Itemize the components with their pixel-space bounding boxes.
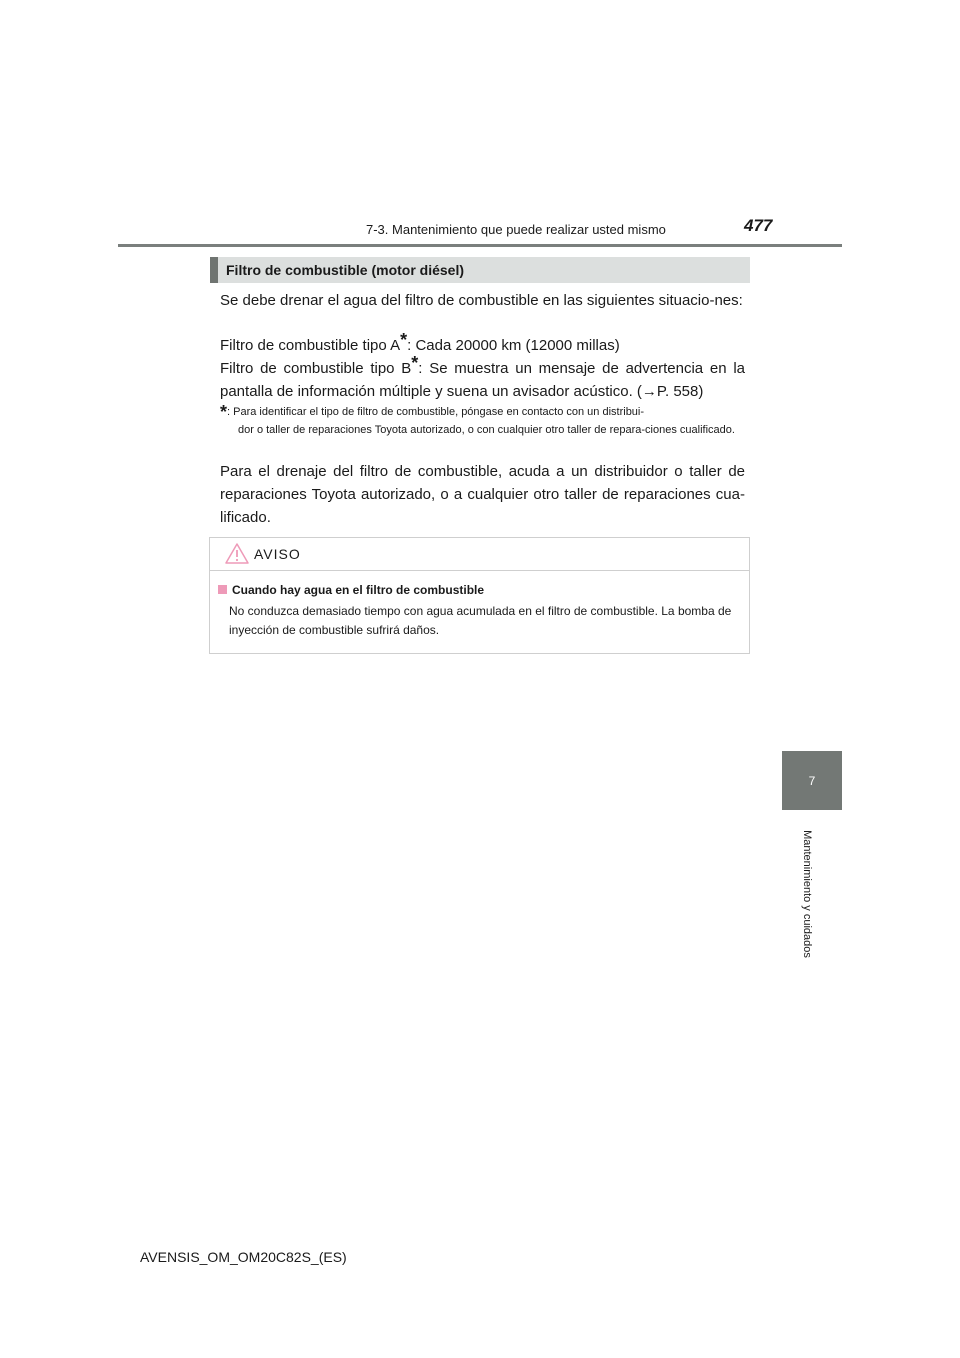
filter-a-interval: : Cada 20000 km (12000 millas) <box>407 337 620 354</box>
filter-b-label: Filtro de combustible tipo B <box>220 360 412 377</box>
footnote-asterisk: * <box>220 402 228 422</box>
header-section-title: 7-3. Mantenimiento que puede realizar usted mismo <box>366 222 666 237</box>
asterisk-mark: * <box>411 353 419 373</box>
square-bullet-icon <box>218 585 227 594</box>
header-rule <box>118 244 842 247</box>
warning-header <box>210 538 749 571</box>
chapter-number: 7 <box>808 773 816 788</box>
page-reference-link[interactable]: P. 558) <box>656 383 704 400</box>
warning-box <box>209 537 750 654</box>
section-heading: Filtro de combustible (motor diésel) <box>210 257 750 283</box>
warning-triangle-icon <box>224 542 250 565</box>
chapter-label: Mantenimiento y cuidados <box>801 830 814 958</box>
filter-b-description: : Se muestra un mensaje de advertencia en la pantalla de información múltiple y suena un avisador acústico. ( <box>220 360 745 400</box>
asterisk-mark: * <box>400 330 408 350</box>
paragraph-intro: Se debe drenar el agua del filtro de combustible en las siguientes situacio-nes: <box>220 292 743 309</box>
warning-item-label: Cuando hay agua en el filtro de combustible <box>232 583 485 597</box>
filter-a-label: Filtro de combustible tipo A <box>220 337 401 354</box>
warning-item-text: No conduzca demasiado tiempo con agua acumulada en el filtro de combustible. La bomba de inyección de combustible sufrirá daños. <box>229 604 732 637</box>
chapter-side-label <box>772 818 842 970</box>
footnote-continuation: dor o taller de reparaciones Toyota autorizado, o con cualquier otro taller de repara-ciones cualificado. <box>238 424 735 436</box>
page-number: 477 <box>744 216 773 235</box>
warning-title: AVISO <box>254 546 301 562</box>
footer-document-code: AVENSIS_OM_OM20C82S_(ES) <box>140 1249 347 1265</box>
chapter-tab <box>782 751 842 810</box>
footnote <box>220 403 745 439</box>
warning-item-title <box>218 583 484 597</box>
paragraph-filter-types <box>220 330 745 403</box>
paragraph-drainage: Para el drenaje del filtro de combustible, acuda a un distribuidor o taller de reparaciones Toyota autorizado, o a cualquier otro taller de reparaciones cua-lificado. <box>220 463 745 526</box>
arrow-icon: → <box>641 383 657 400</box>
footnote-first-line: : Para identificar el tipo de filtro de combustible, póngase en contacto con un distribui- <box>227 406 645 418</box>
